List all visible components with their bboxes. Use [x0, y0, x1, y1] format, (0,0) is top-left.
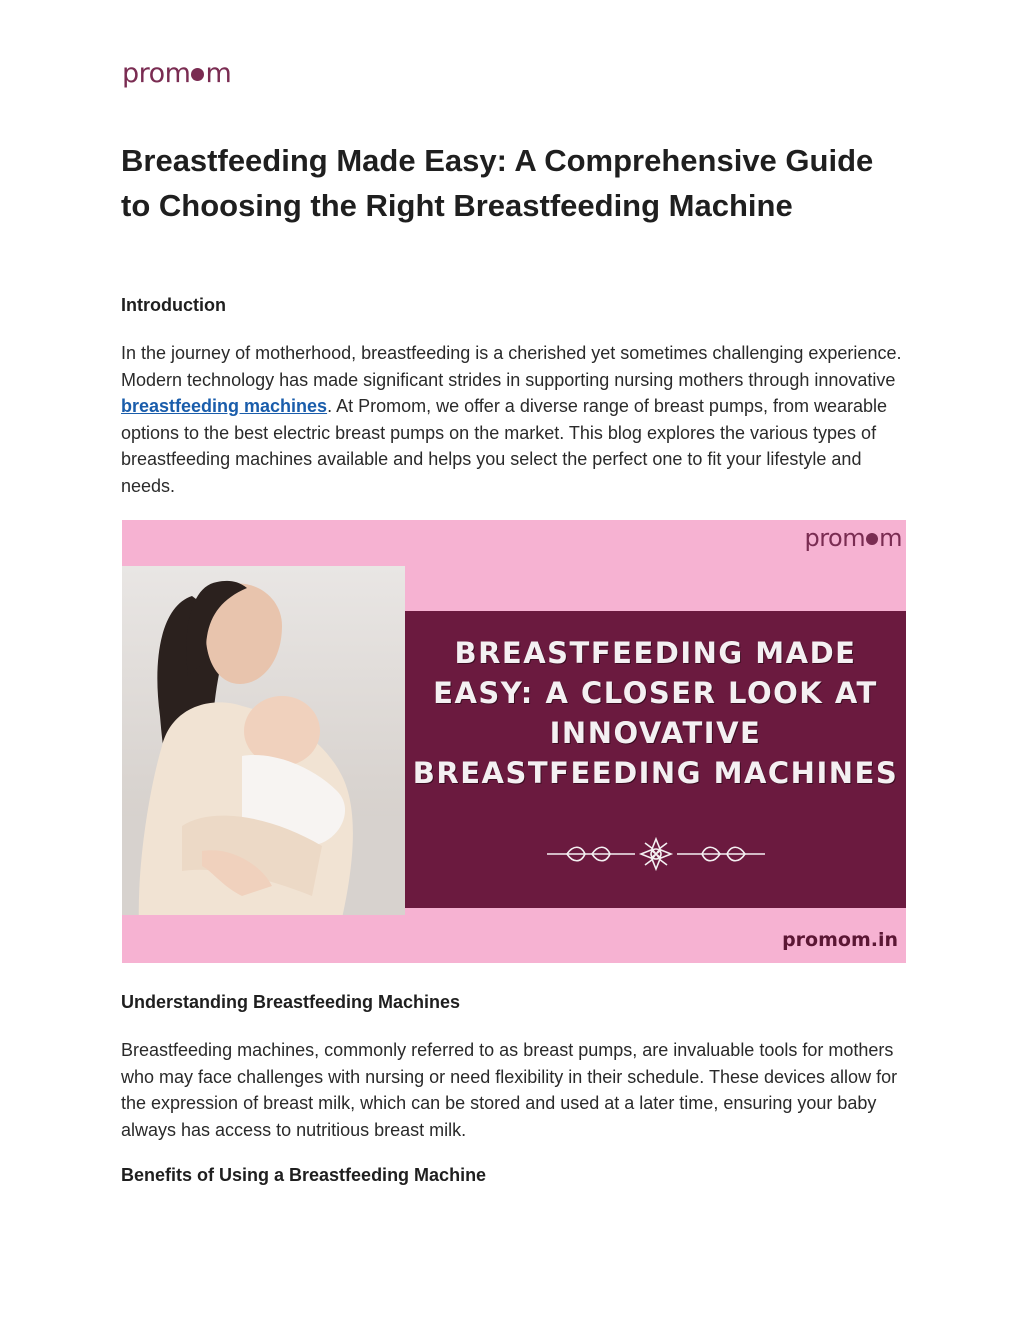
hero-banner-image — [122, 520, 906, 963]
logo-text-end: m — [205, 58, 232, 89]
mother-baby-photo — [122, 566, 405, 958]
intro-text-part1: In the journey of motherhood, breastfeeding is a cherished yet sometimes challenging experience. Modern technology has made significant strides in supporting nursing mothers through innovative — [121, 343, 902, 390]
logo-dot — [191, 68, 204, 81]
banner-headline-panel — [405, 611, 906, 908]
mother-baby-illustration — [122, 566, 405, 958]
banner-logo-dot — [866, 533, 878, 545]
intro-text-part2: . At Promom, we offer a diverse range of breast pumps, from wearable options to the best electric breast pumps on the market. This blog explores the various types of breastfeeding machines available and helps you select the perfect one to fit your lifestyle and needs. — [121, 396, 888, 496]
intro-paragraph — [121, 340, 906, 499]
banner-headline: BREASTFEEDING MADE EASY: A CLOSER LOOK AT INNOVATIVE BREASTFEEDING MACHINES — [412, 636, 899, 790]
section-heading: Understanding Breastfeeding Machines — [121, 992, 461, 1012]
intro-heading: Introduction — [121, 295, 226, 315]
section-paragraph: Breastfeeding machines, commonly referred to as breast pumps, are invaluable tools for mothers who may face challenges with nursing or need flexibility in their schedule. These devices allow for the expression of breast milk, which can be stored and used at a later time, ensuring your baby always has access to nutritious breast milk. — [121, 1040, 898, 1140]
banner-promom-logo: prom m — [804, 524, 902, 552]
flower-ornament-icon — [547, 837, 765, 871]
banner-url: promom.in — [782, 929, 898, 951]
next-heading: Benefits of Using a Breastfeeding Machine — [121, 1165, 487, 1185]
article-title: Breastfeeding Made Easy: A Comprehensive Guide to Choosing the Right Breastfeeding Machine — [121, 143, 874, 223]
logo-text-start: prom — [122, 58, 191, 89]
breastfeeding-machines-link[interactable]: breastfeeding machines — [121, 396, 328, 416]
promom-logo[interactable] — [122, 56, 231, 92]
